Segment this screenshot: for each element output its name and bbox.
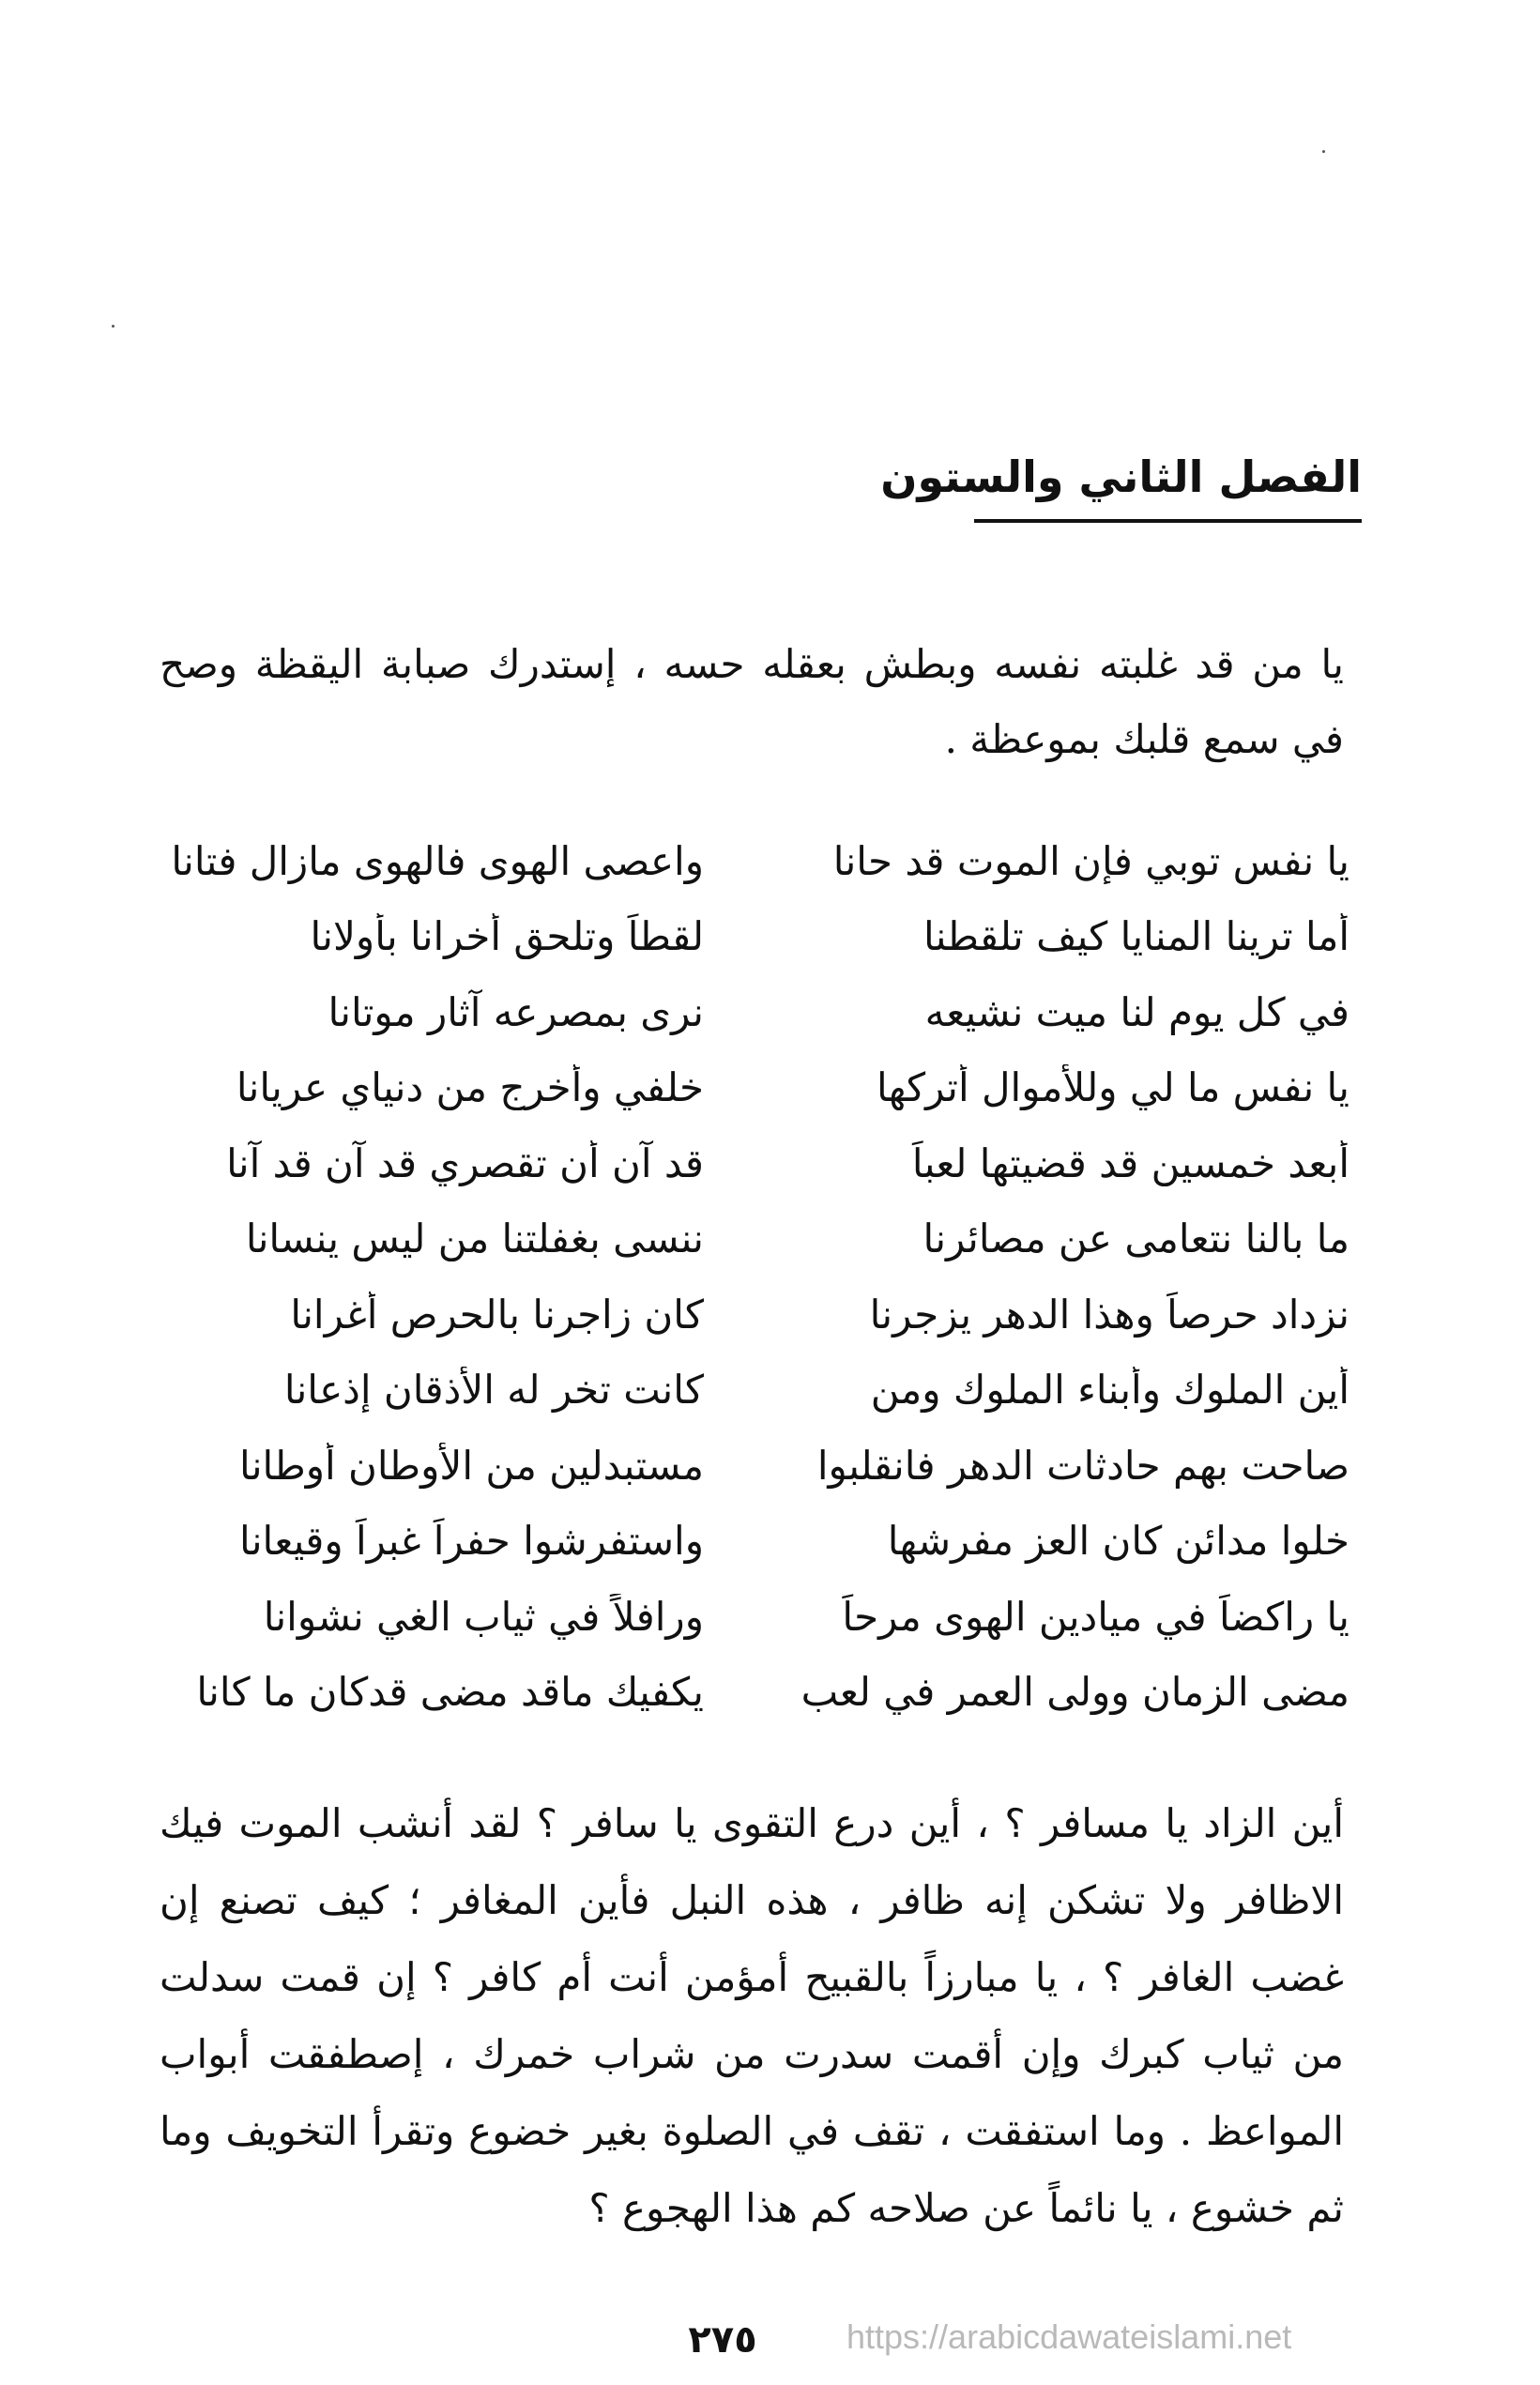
verse-first-hemistich: أما ترينا المنايا كيف تلقطنا (922, 913, 1349, 960)
poem-verse (150, 1428, 1349, 1504)
poem (150, 823, 1349, 1730)
verse-second-hemistich: خلفي وأخرج من دنياي عريانا (236, 1064, 704, 1111)
verse-first-hemistich: صاحت بهم حادثات الدهر فانقلبوا (816, 1442, 1349, 1489)
verse-second-hemistich: واستفرشوا حفراً غبراً وقيعانا (239, 1518, 704, 1565)
poem-verse (150, 1353, 1349, 1429)
verse-second-hemistich: واعصى الهوى فالهوى مازال فتانا (171, 837, 704, 884)
poem-verse (150, 823, 1349, 899)
chapter-title: الفصل الثاني والستون (880, 451, 1362, 502)
poem-verse (150, 1579, 1349, 1655)
closing-paragraph: أين الزاد يا مسافر ؟ ، أين درع التقوى يا سافر ؟ لقد أنشب الموت فيك الاظافر ولا تشكن إنه ظافر ، هذه النبل فأين المغافر ؛ كيف تصنع إن غضب الغافر ؟ ، يا مبارزاً بالقبيح أمؤمن أنت أم كافر ؟ إن قمت سدلت من ثياب كبرك وإن أقمت سدرت من شراب خمرك ، إصطفقت أبواب المواعظ . وما استفقت ، تقف في الصلوة بغير خضوع وتقرأ التخويف وما ثم خشوع ، يا نائماً عن صلاحه كم هذا الهجوع ؟ (160, 1800, 1344, 2231)
verse-first-hemistich: نزداد حرصاً وهذا الدهر يزجرنا (869, 1291, 1349, 1338)
verse-second-hemistich: نرى بمصرعه آثار موتانا (328, 988, 704, 1035)
verse-first-hemistich: يا راكضاً في ميادين الهوى مرحاً (842, 1593, 1349, 1640)
watermark-url: https://arabicdawateislami.net (846, 2317, 1292, 2356)
verse-second-hemistich: ننسى بغفلتنا من ليس ينسانا (245, 1215, 704, 1262)
verse-second-hemistich: مستبدلين من الأوطان أوطانا (239, 1442, 704, 1489)
verse-second-hemistich: كان زاجرنا بالحرص أغرانا (290, 1291, 704, 1338)
poem-verse (150, 1125, 1349, 1201)
verse-second-hemistich: لقطاً وتلحق أخرانا بأولانا (310, 913, 704, 960)
verse-first-hemistich: يا نفس ما لي وللأموال أتركها (876, 1064, 1349, 1111)
poem-verse (150, 1504, 1349, 1580)
scan-speck (1322, 150, 1325, 153)
poem-verse (150, 1277, 1349, 1353)
verse-second-hemistich: قد آن أن تقصري قد آن قد آنا (226, 1139, 704, 1186)
verse-first-hemistich: ما بالنا نتعامى عن مصائرنا (922, 1215, 1349, 1262)
poem-verse (150, 1050, 1349, 1126)
verse-second-hemistich: ورافلاً في ثياب الغي نشوانا (263, 1593, 704, 1640)
poem-verse (150, 1201, 1349, 1277)
page-number: ٢٧٥ (688, 2318, 757, 2362)
verse-second-hemistich: يكفيك ماقد مضى قدكان ما كانا (196, 1669, 704, 1716)
verse-first-hemistich: مضى الزمان وولى العمر في لعب (800, 1669, 1349, 1716)
verse-first-hemistich: في كل يوم لنا ميت نشيعه (924, 988, 1349, 1035)
poem-verse (150, 1655, 1349, 1731)
intro-paragraph: يا من قد غلبته نفسه وبطش بعقله حسه ، إستدرك صبابة اليقظة وصح في سمع قلبك بموعظة . (160, 641, 1344, 762)
scan-speck (112, 325, 114, 328)
verse-first-hemistich: أين الملوك وأبناء الملوك ومن (870, 1367, 1349, 1414)
title-underline (974, 519, 1362, 523)
poem-verse (150, 899, 1349, 975)
poem-verse (150, 974, 1349, 1050)
verse-first-hemistich: خلوا مدائن كان العز مفرشها (887, 1518, 1349, 1565)
verse-first-hemistich: يا نفس توبي فإن الموت قد حانا (832, 837, 1349, 884)
verse-second-hemistich: كانت تخر له الأذقان إذعانا (283, 1367, 704, 1414)
verse-first-hemistich: أبعد خمسين قد قضيتها لعباً (911, 1139, 1349, 1186)
